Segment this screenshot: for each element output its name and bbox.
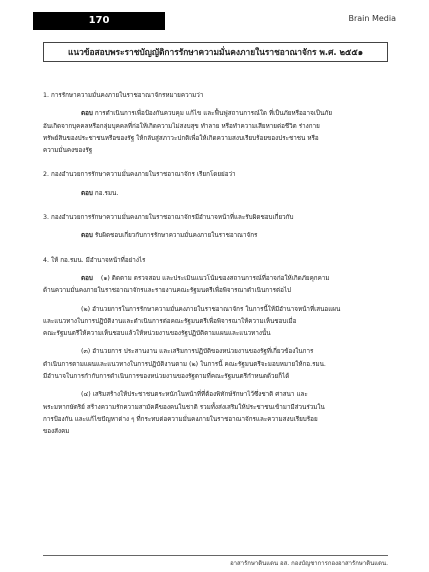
page-title: แนวข้อสอบพระราชบัญญัติการรักษาความมั่นคงภายในราชอาณาจักร พ.ศ. ๒๕๕๑ (43, 42, 388, 62)
document-body (43, 90, 388, 439)
answer-4-item-4 (43, 389, 388, 438)
answer-label: ตอบ (81, 274, 93, 282)
answer-line: ดำเนินการตามแผนและแนวทางในการปฏิบัติงานตาม (๒) ในการนี้ คณะรัฐมนตรีจะมอบหมายให้กอ.รมน. (43, 360, 326, 368)
answer-2 (43, 188, 388, 200)
answer-label: ตอบ (81, 189, 93, 197)
answer-4-item-3 (43, 346, 388, 383)
answer-4-item-2 (43, 304, 388, 341)
answer-label: ตอบ (81, 110, 93, 118)
answer-line: (๒) อำนวยการในการรักษาความมั่นคงภายในราชอาณาจักร ในการนี้ให้มีอำนาจหน้าที่เสนอแผน (81, 305, 341, 313)
answer-line: และแนวทางในการปฏิบัติงานและดำเนินการต่อคณะรัฐมนตรีเพื่อพิจารณาให้ความเห็นชอบเมื่อ (43, 317, 297, 325)
answer-line: (๔) เสริมสร้างให้ประชาชนตระหนักในหน้าที่ที่ต้องพิทักษ์รักษาไว้ซึ่งชาติ ศาสนา และ (81, 391, 308, 399)
answer-line: มีอำนาจในการกำกับการดำเนินการของหน่วยงานของรัฐตามที่คณะรัฐมนตรีกำหนดด้วยก็ได้ (43, 373, 290, 381)
answer-line: ด้านความมั่นคงภายในราชอาณาจักรและรายงานคณะรัฐมนตรีเพื่อพิจารณาดำเนินการต่อไป (43, 287, 292, 295)
answer-line: การป้องกัน และแก้ไขปัญหาต่าง ๆ ที่กระทบต่อความมั่นคงภายในราชอาณาจักรและความสงบเรียบร้อย (43, 415, 318, 423)
answer-text: รับผิดชอบเกี่ยวกับการรักษาความมั่นคงภายในราชอาณาจักร (94, 232, 258, 240)
answer-label: ตอบ (81, 232, 93, 240)
answer-line: ทรัพย์สินของประชาชนหรือของรัฐ ให้กลับสู่สภาวะปกติเพื่อให้เกิดความสงบเรียบร้อยของประชาชน หรือ (43, 134, 319, 142)
answer-line: อันเกิดจากบุคคลหรือกลุ่มบุคคลที่ก่อให้เกิดความไม่สงบสุข ทำลาย หรือทำความเสียหายต่อชีวิต ร่างกาย (43, 122, 320, 130)
page-footer: อาสารักษาดินแดน อส. กองบัญชาการกองอาสารักษาดินแดน. (230, 560, 388, 567)
answer-text: กอ.รมน. (94, 189, 119, 197)
question-1: 1. การรักษาความมั่นคงภายในราชอาณาจักรหมายความว่า (43, 92, 204, 99)
answer-line: คณะรัฐมนตรีให้ความเห็นชอบแล้วให้หน่วยงานของรัฐปฏิบัติตามแผนและแนวทางนั้น (43, 330, 271, 338)
footer-divider (43, 555, 388, 556)
page-number: 170 (33, 12, 165, 30)
question-3: 3. กองอำนวยการรักษาความมั่นคงภายในราชอาณาจักรมีอำนาจหน้าที่และรับผิดชอบเกี่ยวกับ (43, 214, 294, 222)
answer-4-item-1 (43, 273, 388, 298)
question-2: 2. กองอำนวยการรักษาความมั่นคงภายในราชอาณาจักร เรียกโดยย่อว่า (43, 171, 236, 179)
answer-line: พระมหากษัตริย์ สร้างความรักความสามัคคีของคนในชาติ รวมทั้งส่งเสริมให้ประชาชนเข้ามามีส่วนร่วมใน (43, 403, 325, 411)
publisher-brand: Brain Media (348, 14, 396, 23)
answer-line: ของสังคม (43, 428, 70, 436)
answer-3 (43, 230, 388, 242)
answer-line: การดำเนินการเพื่อป้องกันควบคุม แก้ไข และฟื้นฟูสถานการณ์ใด ที่เป็นภัยหรืออาจเป็นภัย (94, 110, 333, 118)
question-4: 4. ให้ กอ.รมน. มีอำนาจหน้าที่อย่างไร (43, 256, 146, 264)
answer-1 (43, 108, 388, 157)
answer-line: (๓) อำนวยการ ประสานงาน และเสริมการปฏิบัติของหน่วยงานของรัฐที่เกี่ยวข้องในการ (81, 348, 314, 356)
answer-line: ความมั่นคงของรัฐ (43, 147, 93, 155)
answer-line: (๑) ติดตาม ตรวจสอบ และประเมินแนวโน้มของสถานการณ์ที่อาจก่อให้เกิดภัยคุกคาม (100, 274, 330, 282)
